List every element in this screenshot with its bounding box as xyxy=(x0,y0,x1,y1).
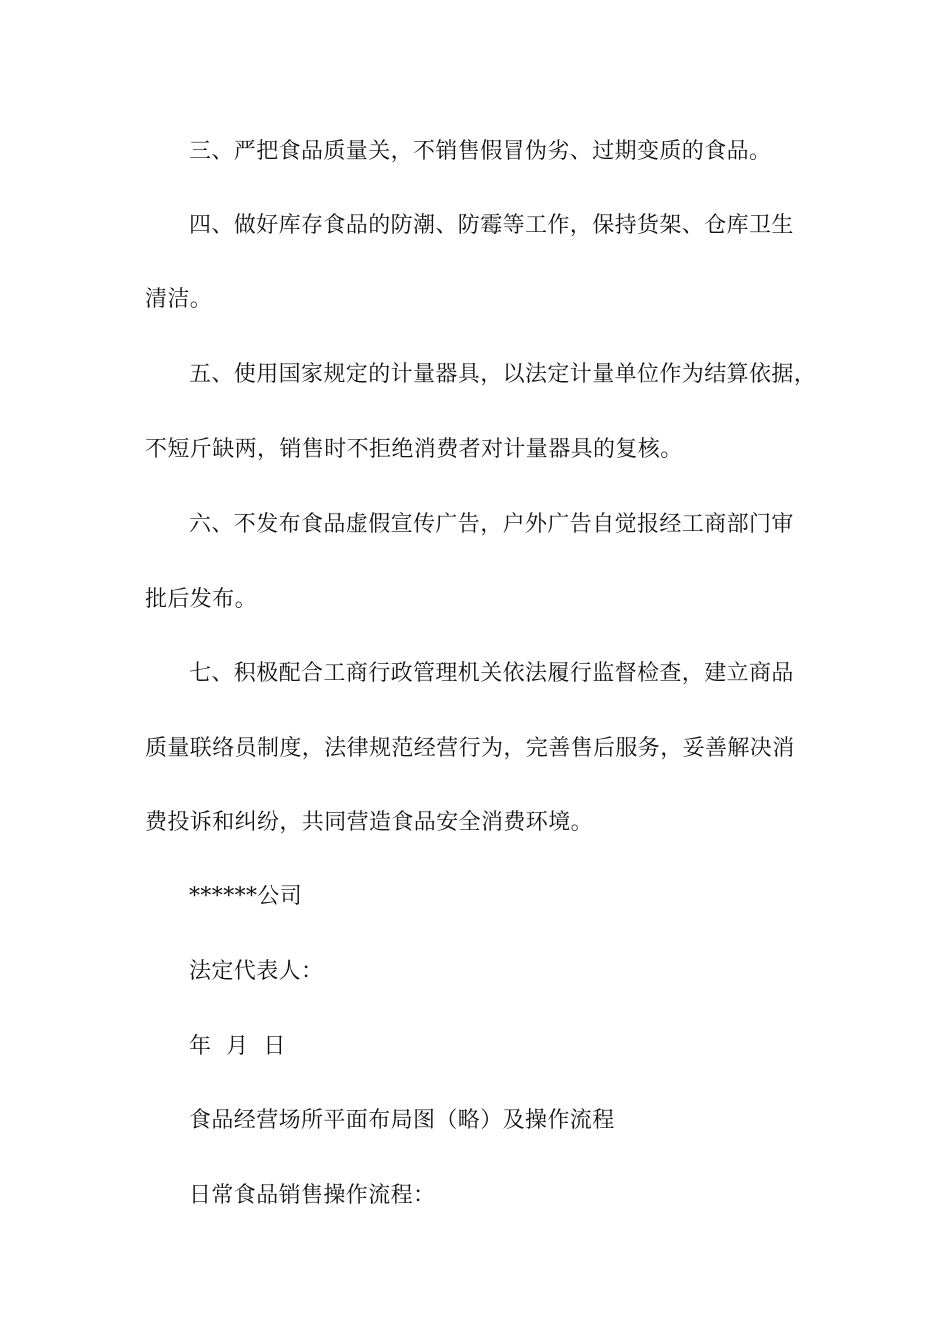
clause-3-line-1: 三、严把食品质量关，不销售假冒伪劣、过期变质的食品。 xyxy=(189,139,772,164)
company-name: ******公司 xyxy=(189,884,303,909)
clause-7-line-2: 质量联络员制度，法律规范经营行为，完善售后服务，妥善解决消 xyxy=(145,736,795,761)
clause-7-line-1: 七、积极配合工商行政管理机关依法履行监督检查，建立商品 xyxy=(189,661,794,686)
date-line: 年 月 日 xyxy=(189,1034,286,1059)
clause-5-line-1: 五、使用国家规定的计量器具，以法定计量单位作为结算依据， xyxy=(189,362,817,387)
section-heading-layout: 食品经营场所平面布局图（略）及操作流程 xyxy=(189,1108,615,1133)
clause-4-line-2: 清洁。 xyxy=(145,287,213,312)
clause-6-line-1: 六、不发布食品虚假宣传广告，户外广告自觉报经工商部门审 xyxy=(189,512,794,537)
clause-5-line-2: 不短斤缺两，销售时不拒绝消费者对计量器具的复核。 xyxy=(145,437,683,462)
clause-6-line-2: 批后发布。 xyxy=(145,587,258,612)
section-heading-process: 日常食品销售操作流程： xyxy=(189,1183,436,1208)
clause-7-line-3: 费投诉和纠纷，共同营造食品安全消费环境。 xyxy=(145,810,594,835)
clause-4-line-1: 四、做好库存食品的防潮、防霉等工作，保持货架、仓库卫生 xyxy=(189,213,794,238)
legal-representative: 法定代表人： xyxy=(189,959,324,984)
